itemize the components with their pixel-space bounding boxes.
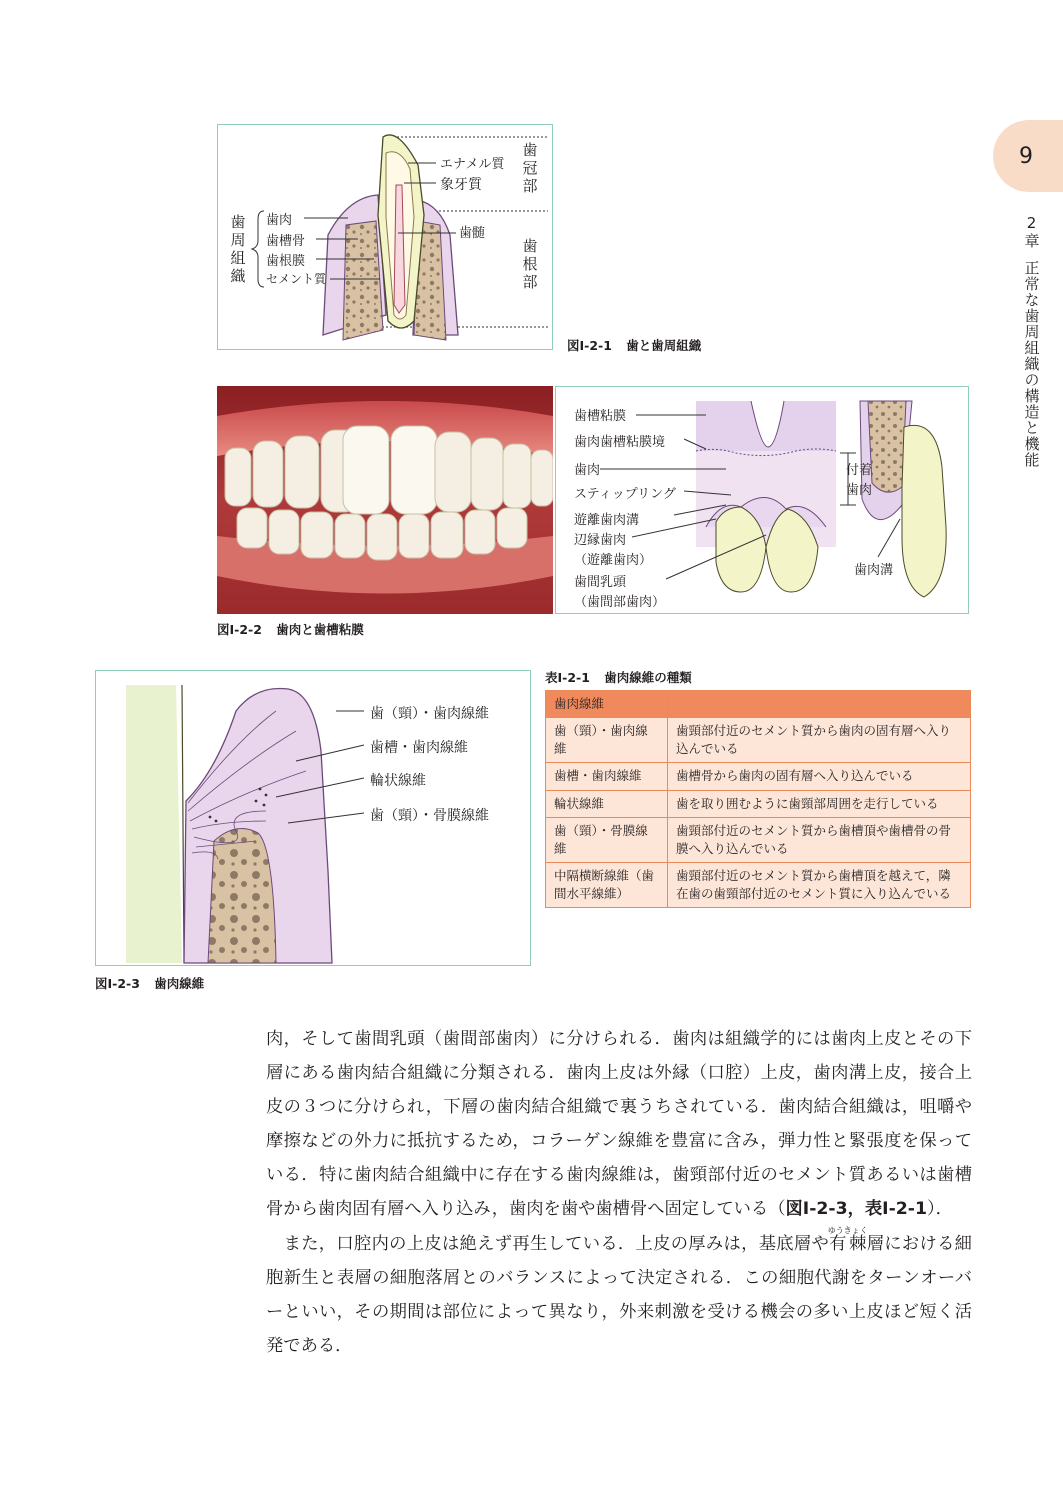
label-free-groove: 遊離歯肉溝 [574, 513, 640, 528]
table-header-name: 歯肉線維 [546, 691, 668, 718]
label-root: 歯根部 [522, 237, 538, 291]
fig3-caption-num: 図Ⅰ-2-3 [95, 976, 140, 991]
gingiva-photo [217, 386, 553, 614]
label-circular: 輪状線維 [370, 773, 426, 789]
page-number-tab [993, 120, 1063, 192]
fig2-caption-num: 図Ⅰ-2-2 [217, 622, 262, 637]
fig1-caption-num: 図Ⅰ-2-1 [567, 338, 612, 353]
paragraph-1 [266, 1022, 972, 1226]
label-attached-1: 付着 [846, 463, 873, 478]
gingiva-photo-image [217, 386, 553, 614]
label-alveologingival: 歯槽・歯肉線維 [370, 740, 468, 756]
table-cell-name: 歯（頸）・歯肉線維 [546, 718, 668, 763]
label-stippling: スティップリング [574, 487, 676, 502]
label-alveolar-bone: 歯槽骨 [266, 234, 306, 249]
table-row [546, 790, 971, 817]
fig1-caption-title: 歯と歯周組織 [626, 338, 702, 353]
label-enamel: エナメル質 [440, 157, 505, 172]
table-cell-desc: 歯槽骨から歯肉の固有層へ入り込んでいる [668, 763, 971, 790]
label-papilla-2: （歯間部歯肉） [574, 595, 666, 610]
label-pulp: 歯髄 [459, 226, 486, 241]
table-cell-name: 輪状線維 [546, 790, 668, 817]
label-dentoperiosteal: 歯（頸）・骨膜線維 [370, 808, 489, 824]
ruby-text: ゆうきょく [827, 1226, 868, 1235]
label-papilla-1: 歯間乳頭 [574, 575, 627, 590]
table-row [546, 817, 971, 862]
label-marginal-2: （遊離歯肉） [574, 553, 653, 568]
table-cell-name: 歯槽・歯肉線維 [546, 763, 668, 790]
label-dentin: 象牙質 [440, 177, 482, 193]
paragraph-2 [266, 1226, 972, 1363]
table-header-row [546, 691, 971, 718]
chapter-label [1020, 208, 1042, 473]
table-row [546, 718, 971, 763]
label-marginal-1: 辺縁歯肉 [574, 533, 627, 548]
ruby-base: 有棘 [827, 1234, 868, 1254]
figure-gingiva-mucosa [555, 386, 969, 614]
fig2-caption-title: 歯肉と歯槽粘膜 [276, 622, 364, 637]
fig3-caption [95, 974, 204, 992]
table-cell-desc: 歯頸部付近のセメント質から歯槽頂を越えて，隣在歯の歯頸部付近のセメント質に入り込んでいる [668, 862, 971, 907]
label-cementum: セメント質 [266, 272, 327, 286]
label-attached-2: 歯肉 [846, 483, 873, 498]
label-sulcus: 歯肉溝 [854, 563, 894, 578]
label-gingiva2: 歯肉 [574, 463, 601, 478]
p1-figure-ref[interactable]: 図Ⅰ-2-3，表Ⅰ-2-1 [785, 1199, 927, 1219]
table-row [546, 763, 971, 790]
chapter-number: 2章 [1022, 214, 1041, 249]
label-mgj: 歯肉歯槽粘膜境 [574, 435, 666, 450]
table-cell-name: 中隔横断線維（歯間水平線維） [546, 862, 668, 907]
table-cell-desc: 歯を取り囲むように歯頸部周囲を走行している [668, 790, 971, 817]
table-caption-title: 歯肉線維の種類 [604, 670, 692, 685]
table-cell-desc: 歯頸部付近のセメント質から歯肉の固有層へ入り込んでいる [668, 718, 971, 763]
p1-text-b: ）． [926, 1199, 953, 1219]
ruby-yukyoku [827, 1226, 868, 1254]
label-periodontium: 歯周組織 [230, 213, 246, 285]
fig1-caption [567, 336, 701, 354]
label-alveolar-mucosa: 歯槽粘膜 [574, 409, 627, 424]
table-header-desc [668, 691, 971, 718]
table-caption-num: 表Ⅰ-2-1 [545, 670, 590, 685]
figure-gingival-fibers [95, 670, 531, 966]
p1-text-a: 肉，そして歯間乳頭（歯間部歯肉）に分けられる．歯肉は組織学的には歯肉上皮とその下層にある歯肉結合組織に分類される．歯肉上皮は外縁（口腔）上皮，歯肉溝上皮，接合上皮の３つに分けられ，下層の歯肉結合組織で裏うちされている．歯肉結合組織は，咀嚼や摩擦などの外力に抵抗するため，コラーゲン線維を豊富に含み，弾力性と緊張度を保っている．特に歯肉結合組織中に存在する歯肉線維は，歯頸部付近のセメント質あるいは歯槽骨から歯肉固有層へ入り込み，歯肉を歯や歯槽骨へ固定している（ [266, 1029, 972, 1219]
body-text [266, 1022, 972, 1363]
gingival-fibers-table [545, 690, 971, 908]
p2-text-a: また，口腔内の上皮は絶えず再生している．上皮の厚みは，基底層や [266, 1234, 830, 1254]
label-gingiva: 歯肉 [266, 213, 293, 228]
table-cell-name: 歯（頸）・骨膜線維 [546, 817, 668, 862]
figure-tooth-periodontium [217, 124, 553, 350]
fig3-caption-title: 歯肉線維 [154, 976, 205, 991]
label-pdl: 歯根膜 [266, 254, 306, 269]
label-crown: 歯冠部 [522, 141, 538, 195]
p2-text-b: 層における細胞新生と表層の細胞落屑とのバランスによって決定される．この細胞代謝をターンオーバーといい，その期間は部位によって異なり，外来刺激を受ける機会の多い上皮ほど短く活発である． [266, 1234, 972, 1356]
fig2-caption [217, 620, 364, 638]
label-dentogingival: 歯（頸）・歯肉線維 [370, 706, 489, 722]
chapter-title: 正常な歯周組織の構造と機能 [1022, 260, 1041, 468]
table-caption [545, 668, 692, 686]
table-row [546, 862, 971, 907]
table-cell-desc: 歯頸部付近のセメント質から歯槽頂や歯槽骨の骨膜へ入り込んでいる [668, 817, 971, 862]
page-number: 9 [1019, 144, 1033, 169]
